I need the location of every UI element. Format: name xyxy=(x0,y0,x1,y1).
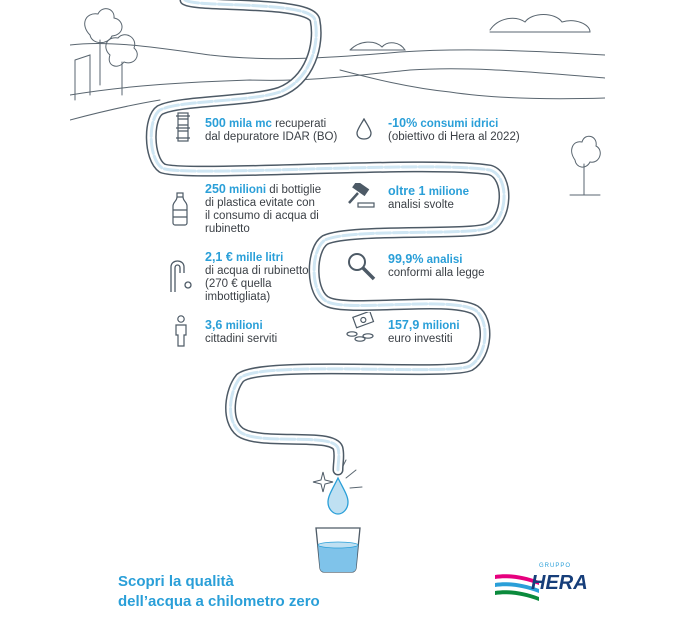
stat-highlight-unit: consumi idrici xyxy=(417,118,499,130)
stat-plastic-bottles xyxy=(205,183,321,236)
stat-highlight: 157,9 xyxy=(388,318,420,332)
stat-highlight-unit: milioni xyxy=(222,320,263,332)
stat-highlight: 2,1 € xyxy=(205,250,233,264)
gavel-icon xyxy=(346,183,376,209)
water-drop-icon xyxy=(356,118,372,140)
stat-text: recuperati xyxy=(271,118,327,130)
stat-detail: di acqua di rubinetto xyxy=(205,265,309,277)
stat-highlight-unit: mila mc xyxy=(225,118,272,130)
logo-hera-text: HERA xyxy=(531,572,588,594)
stat-highlight: oltre 1 xyxy=(388,184,426,198)
stat-highlight: 500 xyxy=(205,116,226,130)
footer-line-2: dell’acqua a chilometro zero xyxy=(118,593,320,610)
stat-detail: analisi svolte xyxy=(388,199,454,211)
stat-highlight: 250 xyxy=(205,182,226,196)
person-icon xyxy=(174,315,188,347)
stat-water-consumption xyxy=(388,117,520,144)
stat-highlight: -10% xyxy=(388,116,418,130)
falling-drop-icon xyxy=(328,478,348,514)
stat-detail: conformi alla legge xyxy=(388,267,485,279)
stat-highlight: 99,9% xyxy=(388,252,424,266)
landscape-illustration xyxy=(70,0,605,629)
stat-water-price xyxy=(205,251,309,304)
hera-logo xyxy=(493,563,593,608)
stat-highlight-unit: analisi xyxy=(423,254,463,266)
stat-detail: il consumo di acqua di xyxy=(205,210,319,222)
filter-column-icon xyxy=(176,112,190,142)
stat-water-recovered xyxy=(205,117,337,144)
stat-detail: (obiettivo di Hera al 2022) xyxy=(388,131,520,143)
stat-citizens xyxy=(205,319,277,346)
stat-analyses xyxy=(388,185,469,212)
stat-detail: dal depuratore IDAR (BO) xyxy=(205,131,338,143)
stat-compliance xyxy=(388,253,485,280)
logo-gruppo-text: GRUPPO xyxy=(539,563,572,569)
stat-detail: imbottigliata) xyxy=(205,291,271,303)
magnifier-icon xyxy=(346,251,376,281)
faucet-icon xyxy=(168,255,194,293)
stat-text: di bottiglie xyxy=(266,184,322,196)
stat-highlight: 3,6 xyxy=(205,318,223,332)
stat-detail: di plastica evitate con xyxy=(205,197,315,209)
stat-detail: cittadini serviti xyxy=(205,333,278,345)
stat-detail: (270 € quella xyxy=(205,278,272,290)
plastic-bottle-icon xyxy=(172,192,188,226)
water-glass-icon xyxy=(316,528,360,572)
stat-detail: euro investiti xyxy=(388,333,453,345)
stat-highlight-unit: milione xyxy=(425,186,469,198)
stat-highlight-unit: mille litri xyxy=(232,252,284,264)
stat-highlight-unit: milioni xyxy=(419,320,460,332)
stat-investment xyxy=(388,319,460,346)
infographic xyxy=(70,0,605,629)
stat-highlight-unit: milioni xyxy=(225,184,267,196)
stat-detail: rubinetto xyxy=(205,223,250,235)
footer-line-1: Scopri la qualità xyxy=(118,573,234,590)
money-icon xyxy=(346,312,376,344)
footer-tagline xyxy=(118,572,320,612)
